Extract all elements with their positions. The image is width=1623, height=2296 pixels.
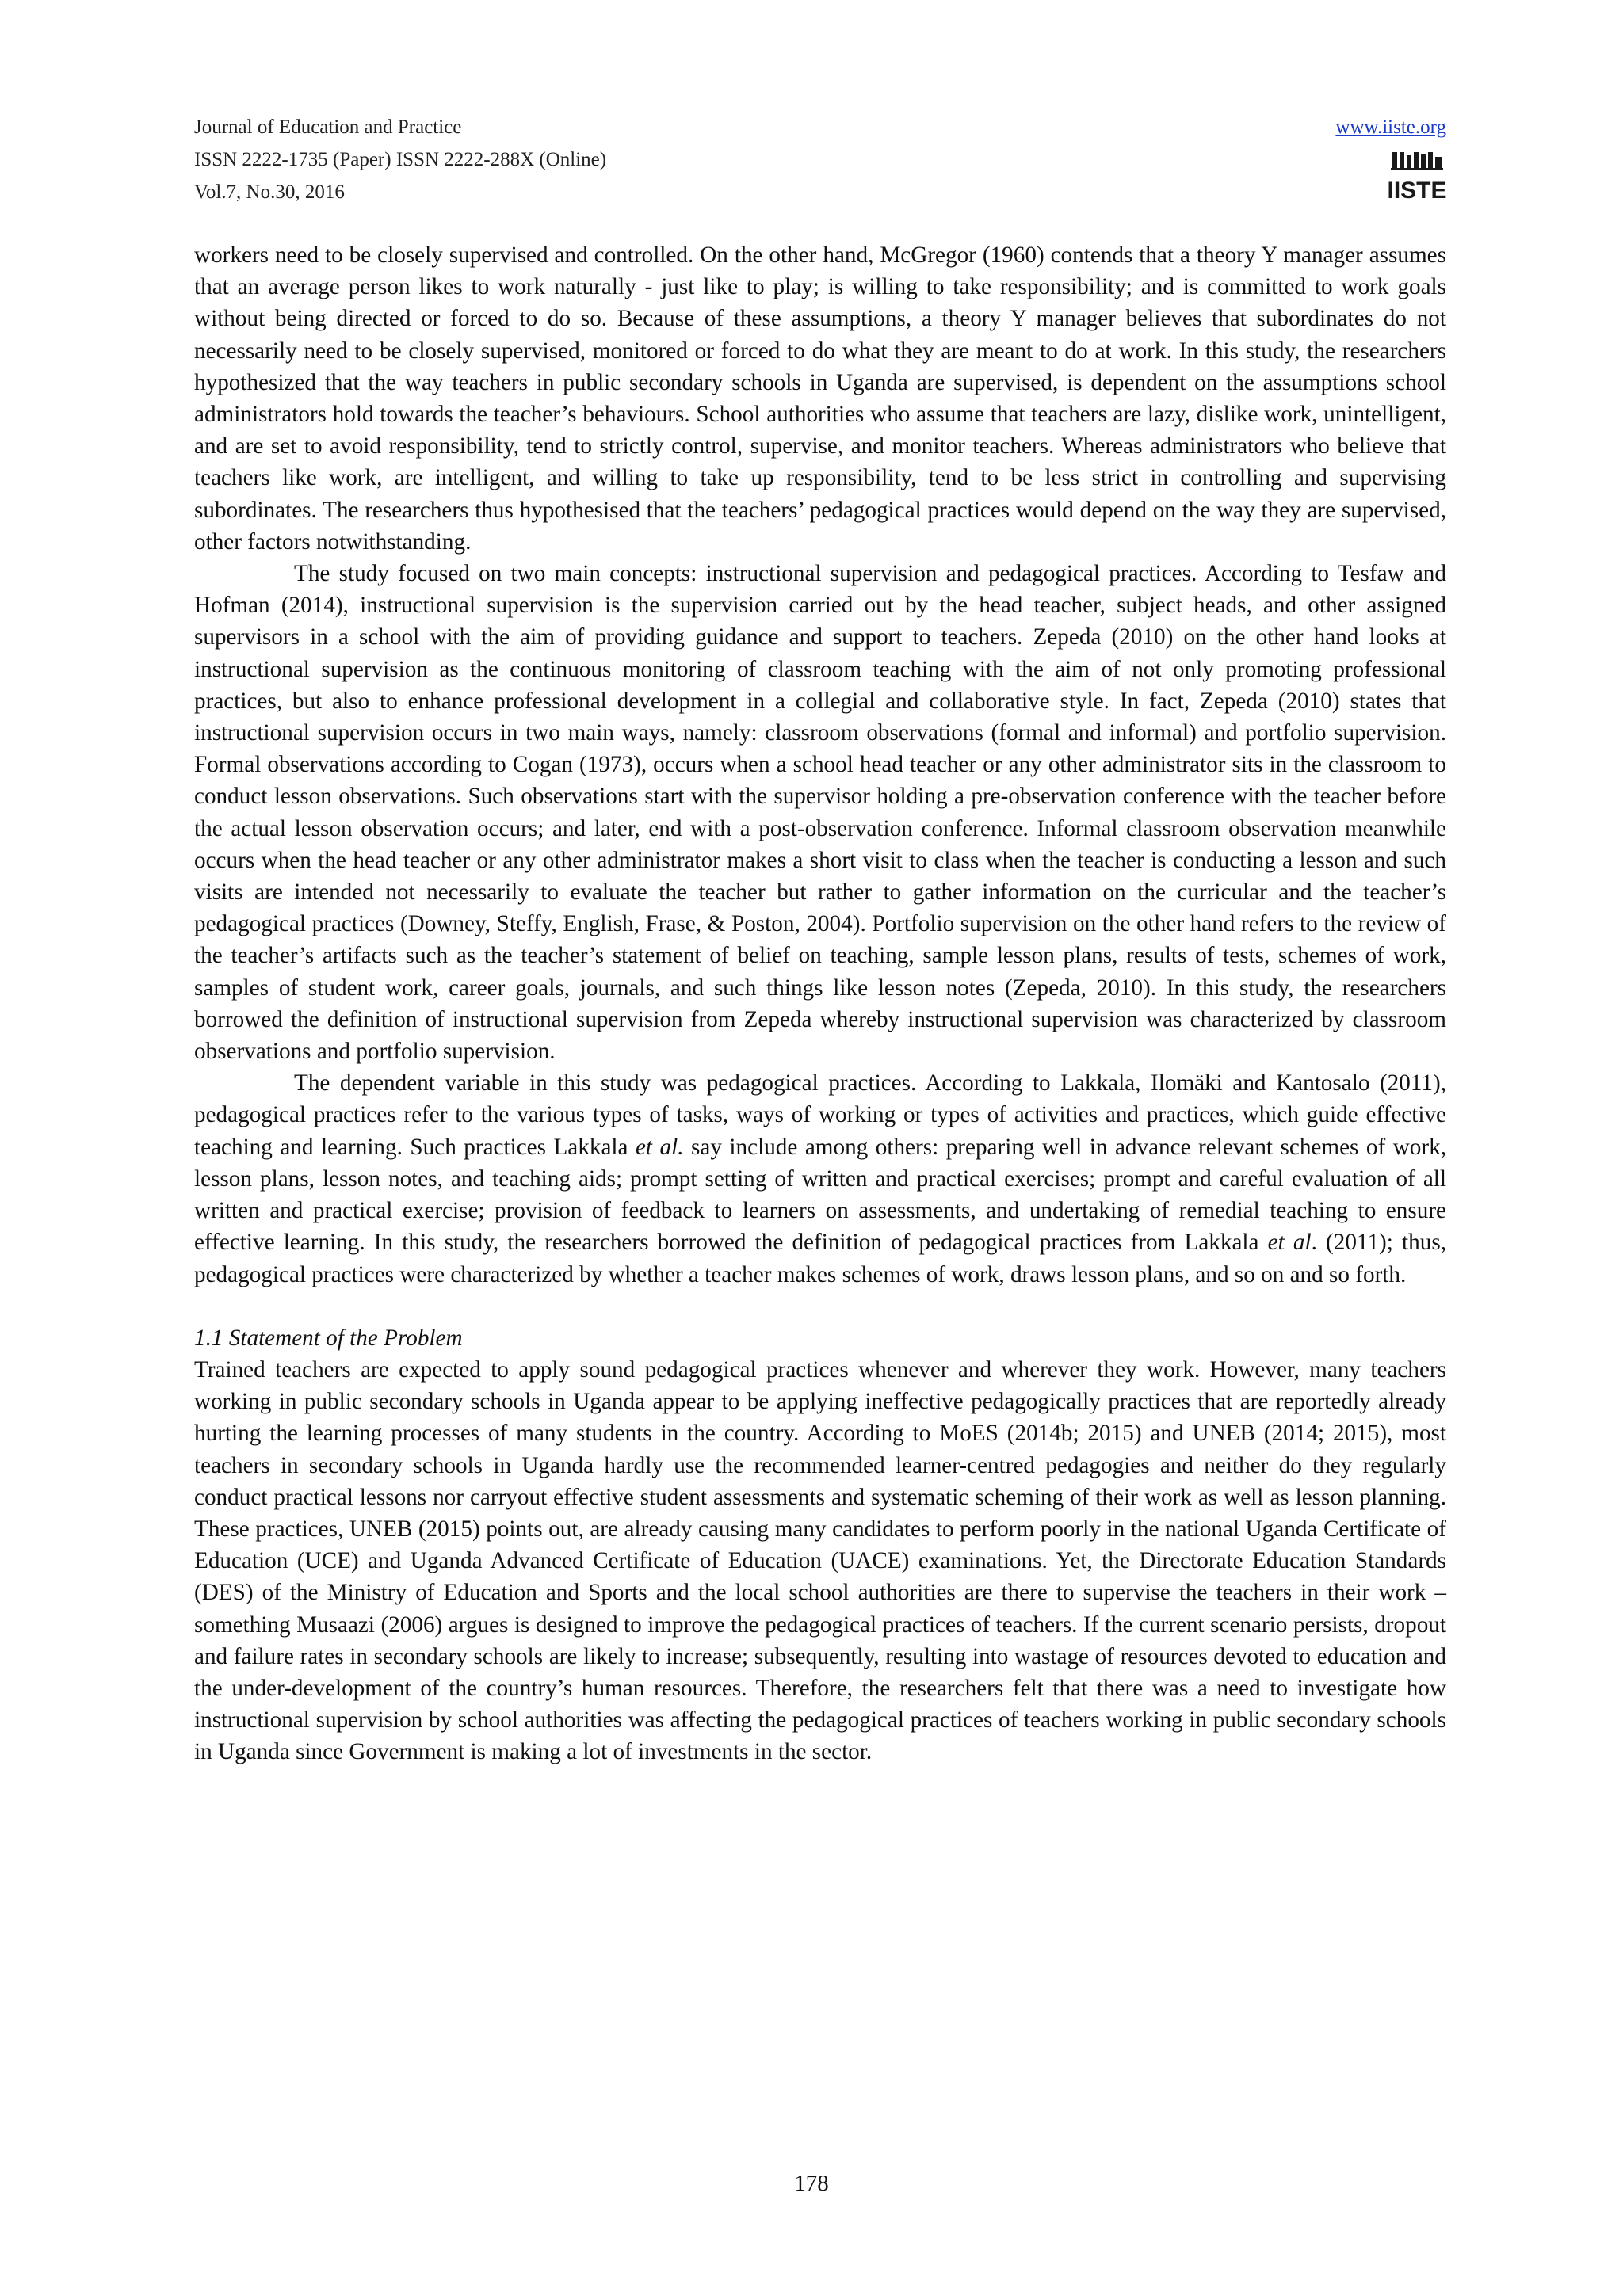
logo-text: IISTE: [1387, 177, 1447, 204]
journal-website-link[interactable]: www.iiste.org: [1335, 116, 1446, 138]
journal-issn: ISSN 2222-1735 (Paper) ISSN 2222-288X (Online): [194, 149, 607, 170]
italic-et-al: et al: [1267, 1230, 1312, 1256]
paragraph-pedagogical-practices: [194, 1067, 1446, 1290]
text-segment: say include among others: preparing well in advance relevant schemes of work, lesson plans, lesson notes, and teaching aids; prompt setting of written and practical exercises; prompt and careful evaluation of all written and practical exercise; provision of feedback to learners on assessments, and undertaking of remedial teaching to ensure effective learning. In this study, the researchers borrowed the definition of pedagogical practices from Lakkala: [194, 1134, 1446, 1256]
text-segment: . (2011); thus, pedagogical practices were characterized by whether a teacher makes schemes of work, draws lesson plans, and so on and so forth.: [194, 1230, 1446, 1287]
journal-title: Journal of Education and Practice: [194, 116, 462, 138]
journal-volume: Vol.7, No.30, 2016: [194, 181, 345, 203]
section-heading: 1.1 Statement of the Problem: [194, 1325, 463, 1351]
article-body: [194, 239, 1446, 1768]
page-number: 178: [794, 2171, 829, 2196]
iiste-logo-icon: [1387, 151, 1447, 204]
paragraph-theory-y: workers need to be closely supervised and controlled. On the other hand, McGregor (1960) contends that a theory Y manager assumes that an average person likes to work naturally - just like to play; is willing to take responsibility; and is committed to work goals without being directed or forced to do so. Because of these assumptions, a theory Y manager believes that subordinates do not necessarily need to be closely supervised, monitored or forced to do what they are meant to do at work. In this study, the researchers hypothesized that the way teachers in public secondary schools in Uganda are supervised, is dependent on the assumptions school administrators hold towards the teacher’s behaviours. School authorities who assume that teachers are lazy, dislike work, unintelligent, and are set to avoid responsibility, tend to strictly control, supervise, and monitor teachers. Whereas administrators who believe that teachers like work, are intelligent, and willing to take up responsibility, tend to be less strict in controlling and supervising subordinates. The researchers thus hypothesised that the teachers’ pedagogical practices would depend on the way they are supervised, other factors notwithstanding.: [194, 242, 1446, 555]
paragraph-problem-statement: Trained teachers are expected to apply sound pedagogical practices whenever and wherever they work. However, many teachers working in public secondary schools in Uganda appear to be applying ineffective pedagogically practices that are reportedly already hurting the learning processes of many students in the country. According to MoES (2014b; 2015) and UNEB (2014; 2015), most teachers in secondary schools in Uganda hardly use the recommended learner-centred pedagogies and neither do they regularly conduct practical lessons nor carryout effective student assessments and systematic scheming of their work as well as lesson planning. These practices, UNEB (2015) points out, are already causing many candidates to perform poorly in the national Uganda Certificate of Education (UCE) and Uganda Advanced Certificate of Education (UACE) examinations. Yet, the Directorate Education Standards (DES) of the Ministry of Education and Sports and the local school authorities are there to supervise the teachers in their work – something Musaazi (2006) argues is designed to improve the pedagogical practices of teachers. If the current scenario persists, dropout and failure rates in secondary schools are likely to increase; subsequently, resulting into wastage of resources devoted to education and the under-development of the country’s human resources. Therefore, the researchers felt that there was a need to investigate how instructional supervision by school authorities was affecting the pedagogical practices of teachers working in public secondary schools in Uganda since Government is making a lot of investments in the sector.: [194, 1356, 1446, 1765]
page-header: [194, 111, 1446, 214]
journal-info: [194, 111, 606, 208]
text-segment: The dependent variable in this study was pedagogical practices. According to Lakkala, Ilomäki and Kantosalo (2011), pedagogical practices refer to the various types of tasks, ways of working or types of activities and practices, which guide effective teaching and learning. Such practices Lakkala: [194, 1070, 1446, 1160]
italic-et-al: et al.: [635, 1134, 684, 1160]
paragraph-instructional-supervision: The study focused on two main concepts: instructional supervision and pedagogical practices. According to Tesfaw and Hofman (2014), instructional supervision is the supervision carried out by the head teacher, subject heads, and other assigned supervisors in a school with the aim of providing guidance and support to teachers. Zepeda (2010) on the other hand looks at instructional supervision as the continuous monitoring of classroom teaching with the aim of not only promoting professional practices, but also to enhance professional development in a collegial and collaborative style. In fact, Zepeda (2010) states that instructional supervision occurs in two main ways, namely: classroom observations (formal and informal) and portfolio supervision. Formal observations according to Cogan (1973), occurs when a school head teacher or any other administrator sits in the classroom to conduct lesson observations. Such observations start with the supervisor holding a pre-observation conference with the teacher before the actual lesson observation occurs; and later, end with a post-observation conference. Informal classroom observation meanwhile occurs when the head teacher or any other administrator makes a short visit to class when the teacher is conducting a lesson and such visits are intended not necessarily to evaluate the teacher but rather to gather information on the curricular and the teacher’s pedagogical practices (Downey, Steffy, English, Frase, & Poston, 2004). Portfolio supervision on the other hand refers to the review of the teacher’s artifacts such as the teacher’s statement of belief on teaching, sample lesson plans, results of tests, schemes of work, samples of student work, career goals, journals, and such things like lesson notes (Zepeda, 2010). In this study, the researchers borrowed the definition of instructional supervision from Zepeda whereby instructional supervision was characterized by classroom observations and portfolio supervision.: [194, 561, 1446, 1065]
